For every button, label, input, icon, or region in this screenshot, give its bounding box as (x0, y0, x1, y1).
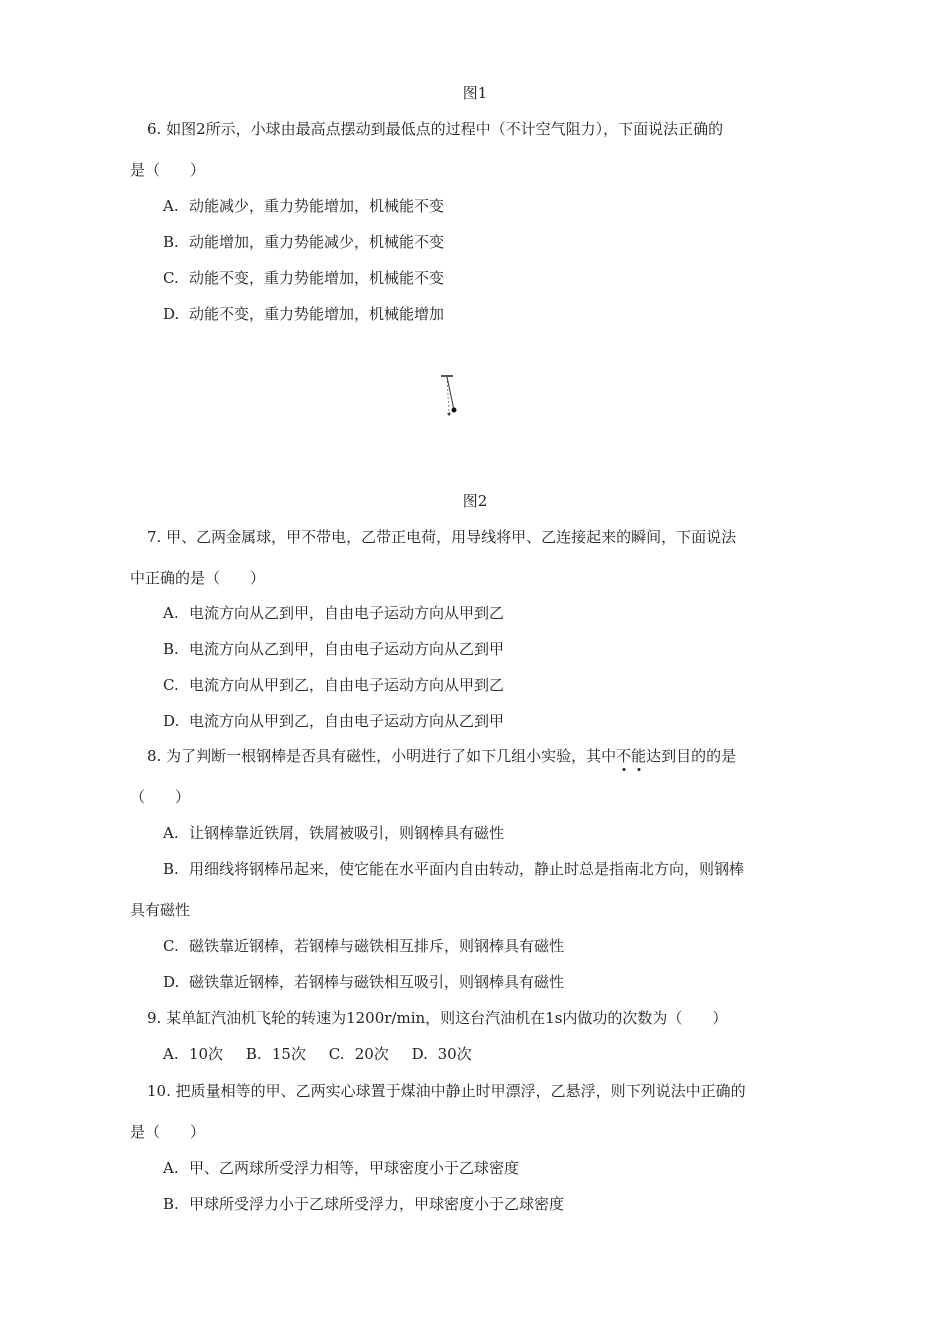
question-8-option-d (163, 971, 564, 992)
question-10-stem-cont: 是（ ） (130, 1123, 206, 1141)
option-label: D. (163, 973, 180, 991)
option-label: D. (163, 712, 180, 730)
option-label: B. (245, 1045, 262, 1063)
option-text: 磁铁靠近钢棒，若钢棒与磁铁相互吸引，则钢棒具有磁性 (189, 973, 565, 991)
question-7-stem: 7. 甲、乙两金属球，甲不带电，乙带正电荷，用导线将甲、乙连接起来的瞬间，下面说法 (147, 528, 737, 546)
option-text: 15次 (271, 1045, 306, 1063)
option-text: 电流方向从甲到乙，自由电子运动方向从乙到甲 (189, 712, 505, 730)
question-10-option-b (163, 1193, 564, 1214)
stem-text: 达到目的的是 (646, 747, 737, 765)
option-text: 动能不变，重力势能增加，机械能不变 (189, 269, 445, 287)
option-text: 20次 (354, 1045, 389, 1063)
question-8-option-a (163, 822, 504, 843)
question-7-option-b (163, 638, 504, 659)
option-label: B. (163, 860, 179, 878)
question-8-stem (147, 745, 736, 766)
option-label: A. (163, 824, 179, 842)
question-6-option-b (163, 231, 444, 252)
question-10-option-a (163, 1157, 519, 1178)
option-text: 动能不变，重力势能增加，机械能增加 (189, 305, 445, 323)
pendulum-icon (436, 372, 464, 424)
option-text: 电流方向从乙到甲，自由电子运动方向从甲到乙 (189, 604, 505, 622)
option-label: C. (163, 676, 179, 694)
option-text: 30次 (437, 1045, 472, 1063)
question-8-option-b-cont: 具有磁性 (130, 901, 191, 919)
question-10-stem: 10. 把质量相等的甲、乙两实心球置于煤油中静止时甲漂浮，乙悬浮，则下列说法中正确的 (147, 1082, 746, 1100)
option-text: 10次 (189, 1045, 224, 1063)
option-label: A. (163, 1159, 179, 1177)
figure-2-caption: 图2 (462, 492, 488, 510)
question-9-option-b (246, 1043, 306, 1064)
option-label: C. (163, 937, 179, 955)
question-8-stem-cont: （ ） (130, 788, 191, 806)
option-text: 电流方向从乙到甲，自由电子运动方向从乙到甲 (189, 640, 505, 658)
question-6-option-d (163, 303, 444, 324)
figure-1-caption: 图1 (462, 84, 488, 102)
option-text: 甲球所受浮力小于乙球所受浮力，甲球密度小于乙球密度 (189, 1195, 565, 1213)
question-6-stem-cont: 是（ ） (130, 161, 206, 179)
option-text: 磁铁靠近钢棒，若钢棒与磁铁相互排斥，则钢棒具有磁性 (189, 937, 565, 955)
option-label: A. (163, 604, 179, 622)
question-6-stem: 6. 如图2所示，小球由最高点摆动到最低点的过程中（不计空气阻力），下面说法正确的 (147, 120, 724, 138)
question-9-option-d (412, 1043, 472, 1064)
question-7-stem-cont: 中正确的是（ ） (130, 569, 266, 587)
option-label: B. (163, 1195, 179, 1213)
question-7-option-c (163, 674, 504, 695)
stem-text: 8. 为了判断一根钢棒是否具有磁性，小明进行了如下几组小实验，其中 (147, 747, 617, 765)
option-label: D. (411, 1045, 428, 1063)
option-label: B. (163, 233, 179, 251)
question-7-option-d (163, 710, 504, 731)
question-7-option-a (163, 602, 504, 623)
emphasis-mark: 能 (631, 747, 647, 765)
option-label: A. (163, 197, 179, 215)
option-text: 电流方向从甲到乙，自由电子运动方向从甲到乙 (189, 676, 505, 694)
option-label: A. (163, 1045, 179, 1063)
question-9-option-a (163, 1043, 223, 1064)
option-text: 动能减少，重力势能增加，机械能不变 (189, 197, 445, 215)
option-text: 让钢棒靠近铁屑，铁屑被吸引，则钢棒具有磁性 (189, 824, 505, 842)
option-label: C. (328, 1045, 345, 1063)
question-8-option-b (163, 858, 744, 879)
question-9-option-c (329, 1043, 389, 1064)
option-label: C. (163, 269, 179, 287)
option-text: 用细线将钢棒吊起来，使它能在水平面内自由转动，静止时总是指南北方向，则钢棒 (189, 860, 745, 878)
question-6-option-a (163, 195, 444, 216)
emphasis-mark: 不 (616, 747, 632, 765)
question-9-options (163, 1043, 490, 1064)
option-label: B. (163, 640, 179, 658)
question-9-stem: 9. 某单缸汽油机飞轮的转速为1200r/min，则这台汽油机在1s内做功的次数为（ ） (147, 1009, 728, 1027)
question-6-option-c (163, 267, 444, 288)
question-8-option-c (163, 935, 564, 956)
option-text: 甲、乙两球所受浮力相等，甲球密度小于乙球密度 (189, 1159, 520, 1177)
option-text: 动能增加，重力势能减少，机械能不变 (189, 233, 445, 251)
option-label: D. (163, 305, 180, 323)
